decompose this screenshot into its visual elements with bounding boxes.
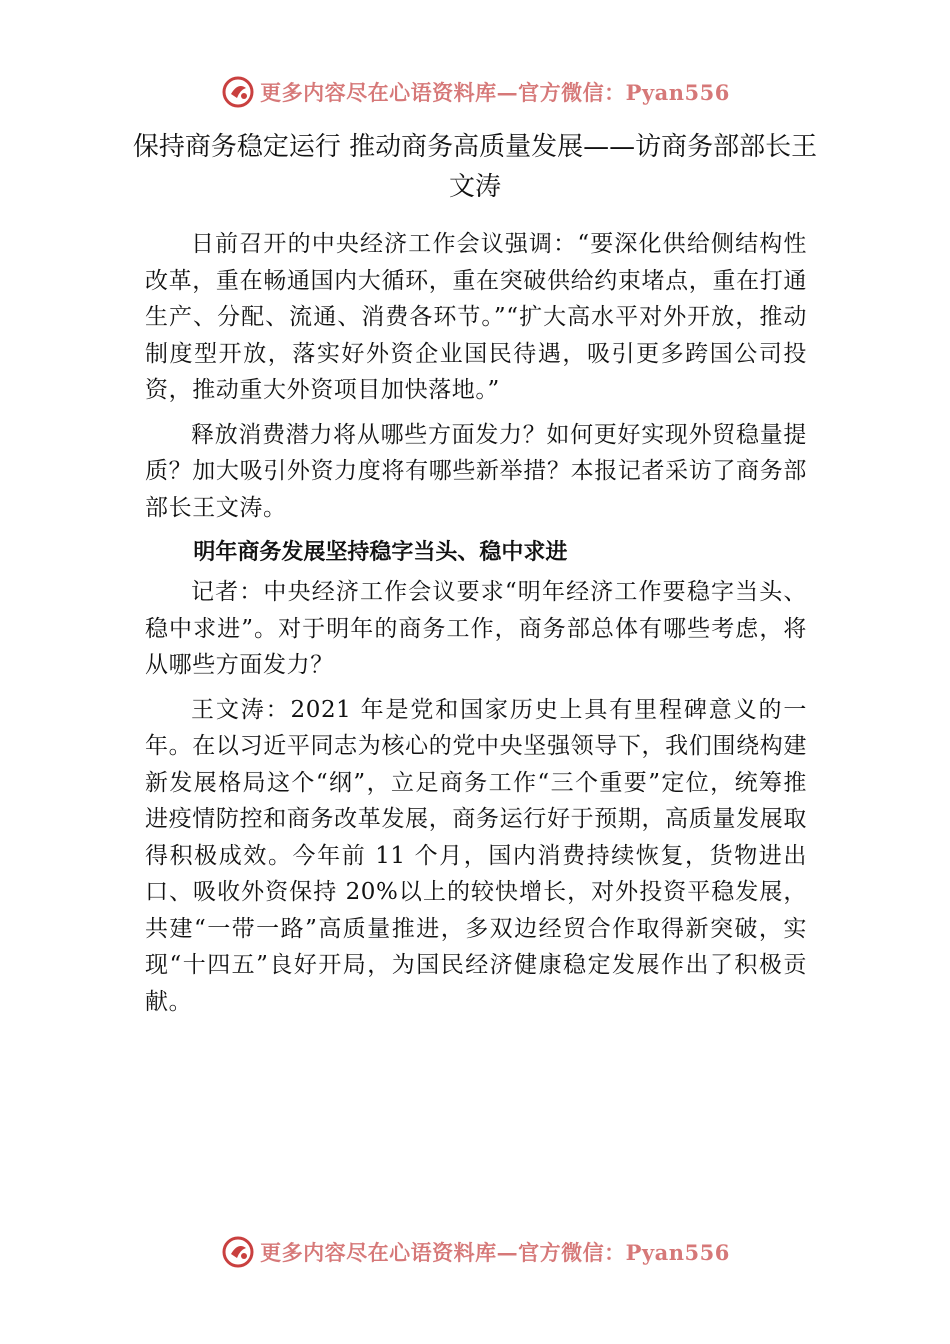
red-circle-logo-icon bbox=[220, 1234, 256, 1270]
red-circle-logo-icon bbox=[220, 74, 256, 110]
header-banner bbox=[0, 72, 950, 112]
section-heading: 明年商务发展坚持稳字当头、稳中求进 bbox=[193, 540, 568, 565]
footer-banner bbox=[0, 1232, 950, 1272]
paragraph: 王文涛：2021 年是党和国家历史上具有里程碑意义的一年。在以习近平同志为核心的党中央坚强领导下，我们围绕构建新发展格局这个“纲”，立足商务工作“三个重要”定位，统筹推进疫情防控和商务改革发展，商务运行好于预期，高质量发展取得积极成效。今年前 11 个月，国内消费持续恢复，货物进出口、吸收外资保持 20%以上的较快增长，对外投资平稳发展，共建“一带一路”高质量推进，多双边经贸合作取得新突破，实现“十四五”良好开局，为国民经济健康稳定发展作出了积极贡献。 bbox=[145, 696, 807, 1015]
article-title: 保持商务稳定运行 推动商务高质量发展——访商务部部长王文涛 bbox=[132, 132, 818, 202]
paragraph: 日前召开的中央经济工作会议强调：“要深化供给侧结构性改革，重在畅通国内大循环，重在突破供给约束堵点，重在打通生产、分配、流通、消费各环节。”“扩大高水平对外开放，推动制度型开放，落实好外资企业国民待遇，吸引更多跨国公司投资，推动重大外资项目加快落地。” bbox=[145, 231, 807, 403]
header-banner-text: 更多内容尽在心语资料库—官方微信：Pyan556 bbox=[260, 80, 730, 105]
article-body bbox=[145, 226, 807, 1028]
footer-banner-text: 更多内容尽在心语资料库—官方微信：Pyan556 bbox=[260, 1240, 730, 1265]
paragraph: 记者：中央经济工作会议要求“明年经济工作要稳字当头、稳中求进”。对于明年的商务工作，商务部总体有哪些考虑，将从哪些方面发力？ bbox=[145, 579, 807, 678]
paragraph: 释放消费潜力将从哪些方面发力？如何更好实现外贸稳量提质？加大吸引外资力度将有哪些新举措？本报记者采访了商务部部长王文涛。 bbox=[145, 421, 807, 521]
